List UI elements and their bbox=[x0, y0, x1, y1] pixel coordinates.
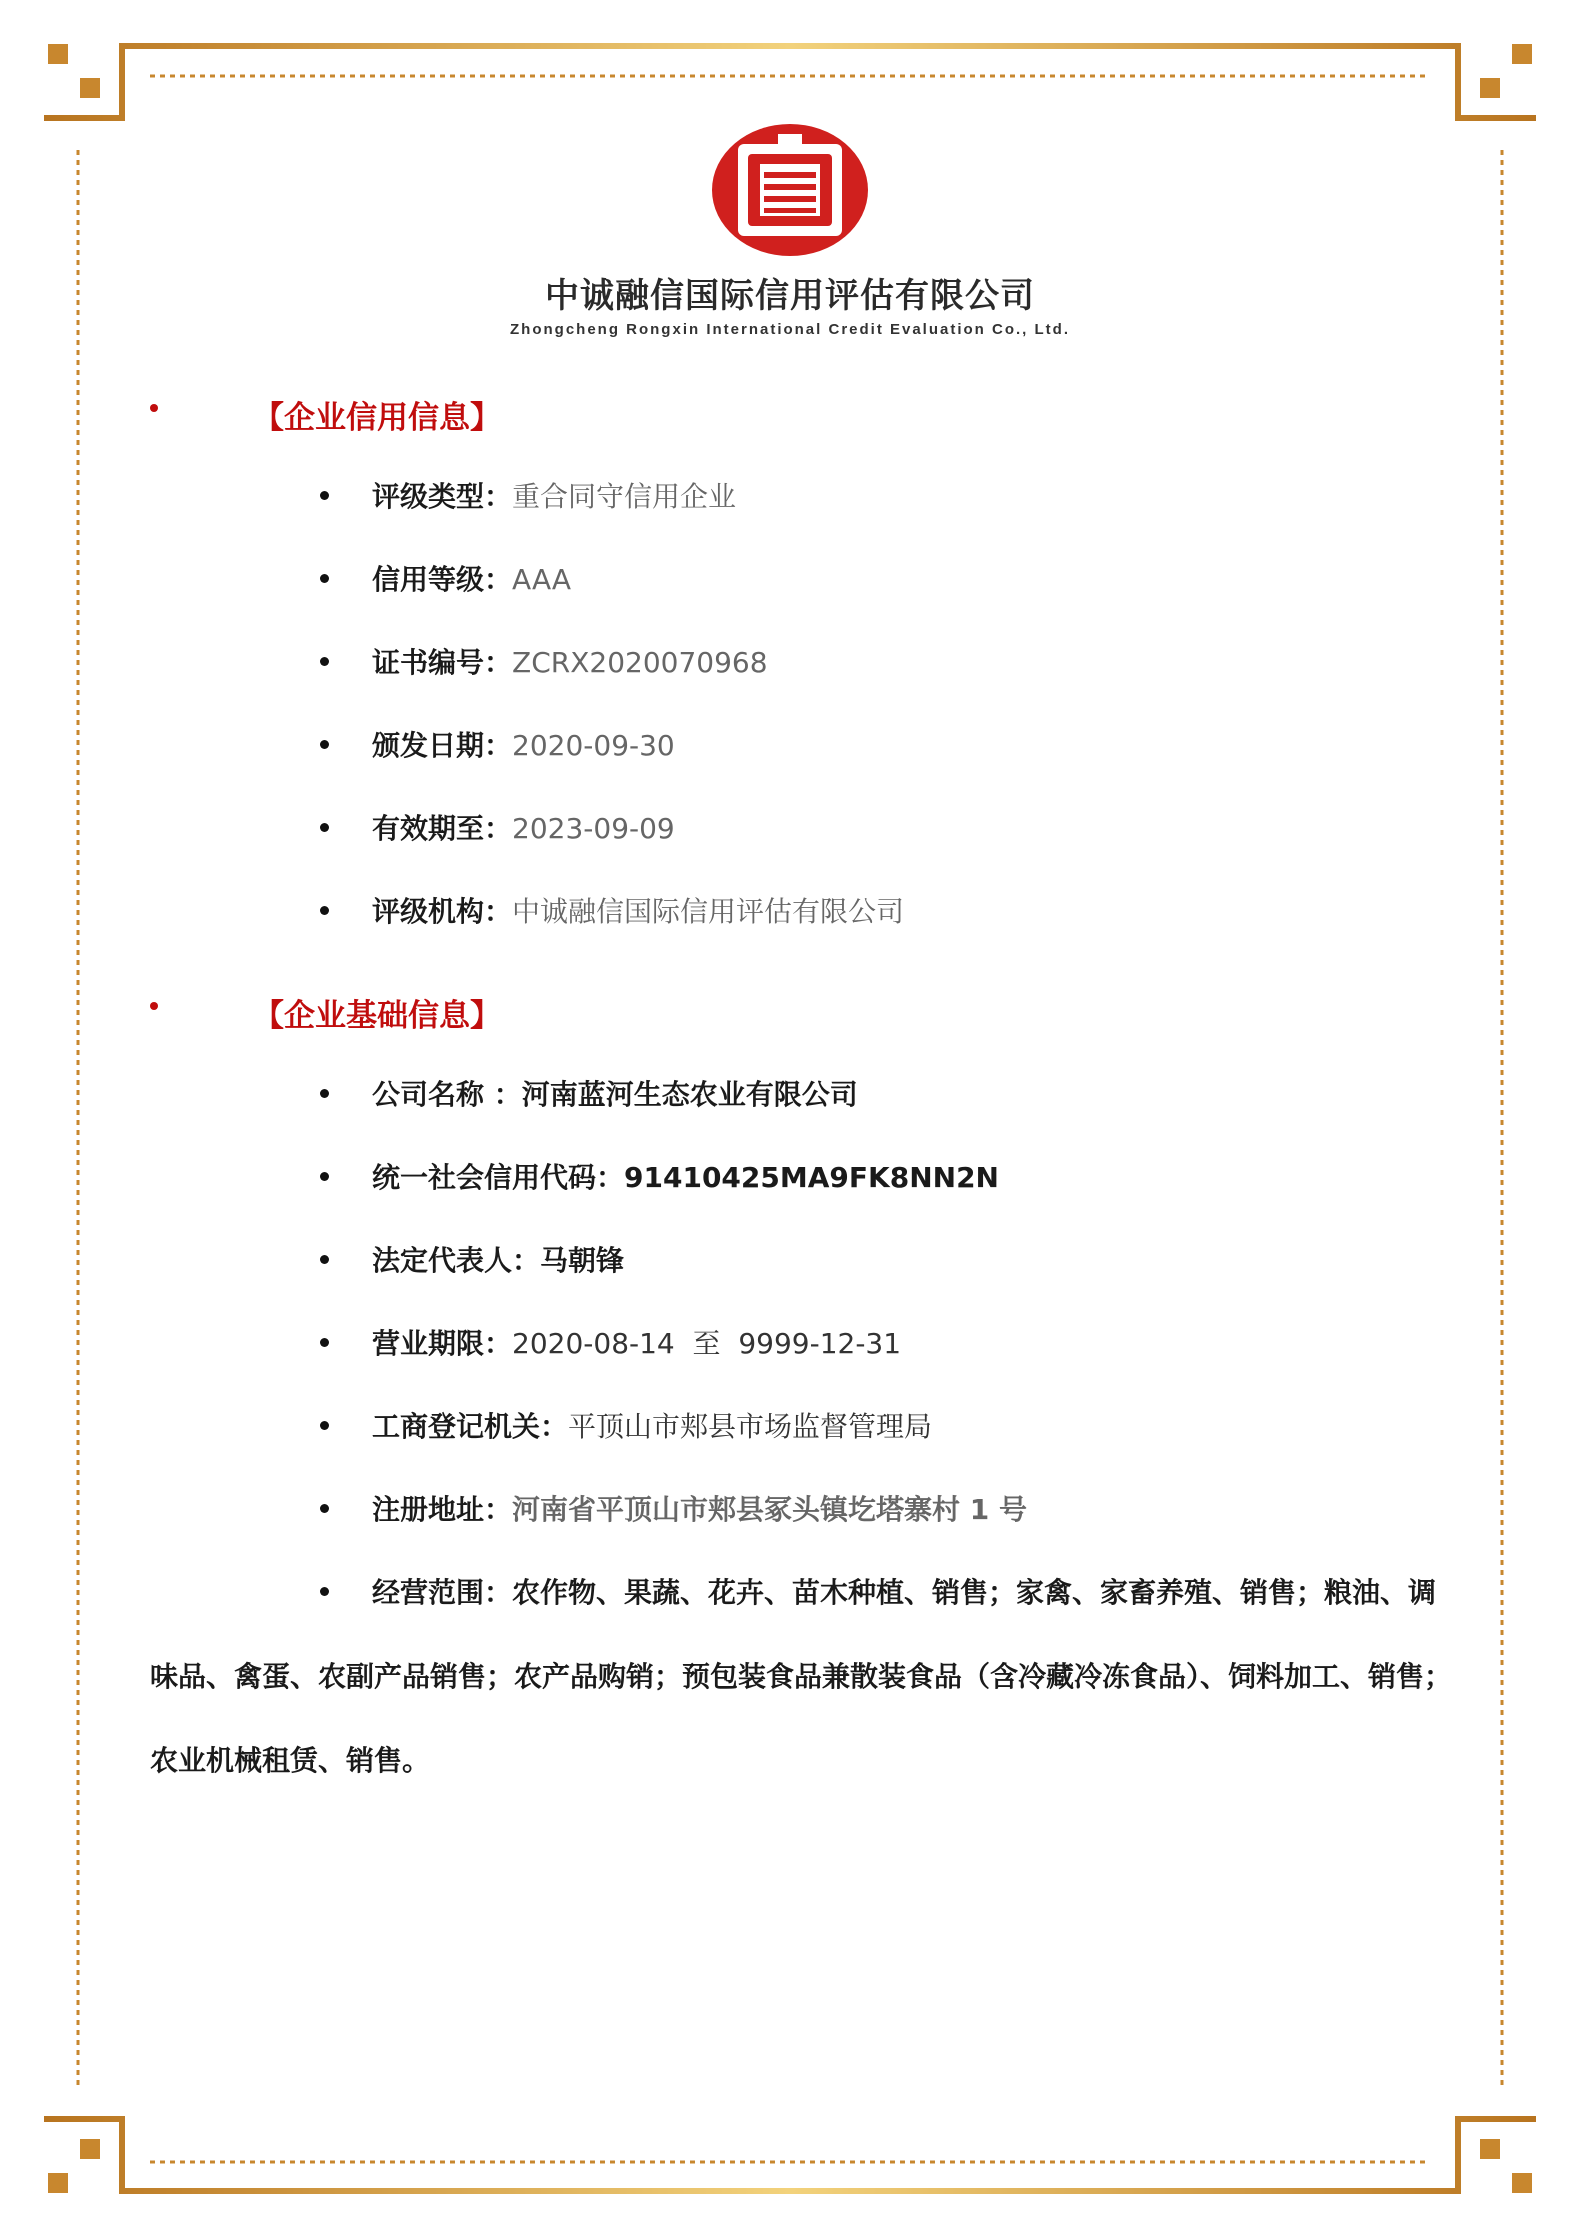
field-value: 河南省平顶山市郏县冢头镇圪塔寨村 1 号 bbox=[512, 1493, 1027, 1526]
field-value: 平顶山市郏县市场监督管理局 bbox=[568, 1410, 933, 1443]
field-value: 91410425MA9FK8NN2N bbox=[624, 1161, 999, 1194]
field-label: 公司名称 ： bbox=[372, 1078, 522, 1111]
business-scope bbox=[150, 1551, 1460, 1803]
credit-seal-icon bbox=[708, 120, 872, 260]
field-value: 2023-09-09 bbox=[512, 812, 675, 845]
bullet bbox=[150, 1002, 158, 1010]
field-label: 统一社会信用代码： bbox=[372, 1161, 625, 1194]
field-label: 证书编号： bbox=[372, 646, 513, 679]
bullet bbox=[320, 906, 329, 915]
issuer-name-en: Zhongcheng Rongxin International Credit Evaluation Co., Ltd. bbox=[510, 321, 1070, 338]
field-label: 信用等级： bbox=[372, 563, 513, 596]
section-title: 【企业信用信息】 bbox=[253, 400, 501, 436]
bullet bbox=[320, 1172, 329, 1181]
bullet bbox=[320, 1255, 329, 1264]
field-value: 2020-09-30 bbox=[512, 729, 675, 762]
bullet bbox=[320, 657, 329, 666]
section-title: 【企业基础信息】 bbox=[253, 998, 501, 1034]
field-value: 中诚融信国际信用评估有限公司 bbox=[512, 895, 905, 928]
bullet bbox=[320, 823, 329, 832]
field-label: 法定代表人： bbox=[372, 1244, 541, 1277]
issuer-name-cn: 中诚融信国际信用评估有限公司 bbox=[545, 276, 1035, 316]
field-label: 有效期至： bbox=[372, 812, 513, 845]
field-value: 农作物、果蔬、花卉、苗木种植、销售；家禽、家畜养殖、销售；粮油、调味品、禽蛋、农副产品销售；农产品购销；预包装食品兼散装食品（含冷藏冷冻食品）、饲料加工、销售；农业机械租赁、销售。 bbox=[150, 1576, 1453, 1777]
bullet bbox=[320, 491, 329, 500]
company-logo bbox=[0, 120, 1580, 338]
field-label: 工商登记机关： bbox=[372, 1410, 569, 1443]
bullet bbox=[320, 1089, 329, 1098]
bullet bbox=[320, 574, 329, 583]
field-value: 2020-08-14 至 9999-12-31 bbox=[512, 1327, 902, 1360]
field-label: 颁发日期： bbox=[372, 729, 513, 762]
field-label: 注册地址： bbox=[372, 1493, 513, 1526]
field-label: 评级机构： bbox=[372, 895, 513, 928]
field-value: 河南蓝河生态农业有限公司 bbox=[521, 1078, 858, 1111]
bullet bbox=[320, 1587, 329, 1596]
bullet bbox=[320, 740, 329, 749]
field-label: 营业期限： bbox=[372, 1327, 513, 1360]
bullet bbox=[320, 1421, 329, 1430]
field-label: 评级类型： bbox=[372, 480, 513, 513]
bullet bbox=[150, 404, 158, 412]
field-label: 经营范围： bbox=[372, 1576, 513, 1609]
field-value: 马朝锋 bbox=[540, 1244, 625, 1277]
bullet bbox=[320, 1504, 329, 1513]
bullet bbox=[320, 1338, 329, 1347]
field-value: AAA bbox=[512, 563, 572, 596]
field-value: ZCRX2020070968 bbox=[512, 646, 768, 679]
field-value: 重合同守信用企业 bbox=[512, 480, 737, 513]
